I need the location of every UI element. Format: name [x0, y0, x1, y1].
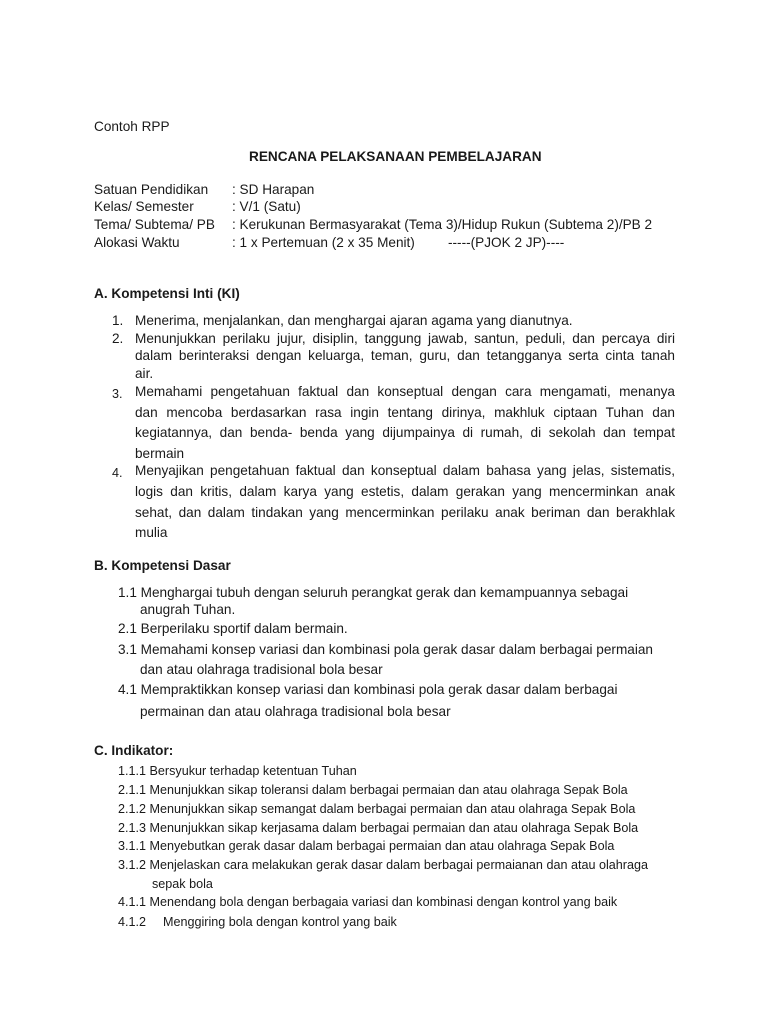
list-item-text: sehat, dan dalam tindakan yang mencerminkan perilaku anak beriman dan berakhlak: [135, 505, 675, 520]
identity-value: : 1 x Pertemuan (2 x 35 Menit): [232, 235, 415, 250]
identity-key: Alokasi Waktu: [94, 235, 180, 250]
list-item-text: sepak bola: [152, 877, 213, 891]
list-item-text: mulia: [135, 525, 168, 540]
doc-title: RENCANA PELAKSANAAN PEMBELAJARAN: [249, 149, 542, 164]
list-item-text: bermain: [135, 446, 185, 461]
list-item-text: 3.1 Memahami konsep variasi dan kombinasi pola gerak dasar dalam berbagai permaian: [118, 642, 653, 657]
identity-key: Kelas/ Semester: [94, 199, 194, 214]
list-number: 4.1.2: [118, 915, 147, 929]
list-number: 1.: [112, 313, 124, 328]
list-item-text: dan mencoba berdasarkan rasa ingin tentang dirinya, makhluk ciptaan Tuhan dan: [135, 405, 675, 420]
identity-value: : Kerukunan Bermasyarakat (Tema 3)/Hidup Rukun (Subtema 2)/PB 2: [232, 217, 653, 232]
list-item-text: Menggiring bola dengan kontrol yang baik: [163, 915, 397, 929]
list-item-text: Menyajikan pengetahuan faktual dan konseptual dalam bahasa yang jelas, sistematis,: [135, 463, 675, 478]
list-number: 3.: [112, 387, 123, 401]
section-heading-ki: A. Kompetensi Inti (KI): [94, 286, 240, 301]
list-item-text: 3.1.1 Menyebutkan gerak dasar dalam berbagai permaian dan atau olahraga Sepak Bola: [118, 839, 615, 853]
identity-note: -----(PJOK 2 JP)----: [448, 235, 565, 250]
list-item-text: permainan dan atau olahraga tradisional bola besar: [140, 704, 451, 719]
list-item-text: Menerima, menjalankan, dan menghargai ajaran agama yang dianutnya.: [135, 313, 573, 328]
list-item-text: 3.1.2 Menjelaskan cara melakukan gerak dasar dalam berbagai permaianan dan atau olahraga: [118, 858, 648, 872]
list-item-text: dalam berinteraksi dengan keluarga, teman, guru, dan tetangganya serta cinta tanah: [135, 348, 675, 363]
list-item-text: 4.1 Mempraktikkan konsep variasi dan kombinasi pola gerak dasar dalam berbagai: [118, 682, 618, 697]
list-item-text: 1.1 Menghargai tubuh dengan seluruh perangkat gerak dan kemampuannya sebagai: [118, 585, 629, 600]
list-item-text: 1.1.1 Bersyukur terhadap ketentuan Tuhan: [118, 764, 357, 778]
list-item-text: 2.1.3 Menunjukkan sikap kerjasama dalam berbagai permaian dan atau olahraga Sepak Bola: [118, 821, 639, 835]
section-heading-indikator: C. Indikator:: [94, 743, 174, 758]
section-heading-kd: B. Kompetensi Dasar: [94, 558, 231, 573]
list-item-text: kegiatannya, dan benda- benda yang dijumpainya di rumah, di sekolah dan tempat: [135, 425, 675, 440]
list-item-text: Menunjukkan perilaku jujur, disiplin, tanggung jawab, santun, peduli, dan percaya diri: [135, 331, 675, 346]
list-number: 2.: [112, 331, 124, 346]
list-item-text: anugrah Tuhan.: [140, 602, 236, 617]
list-item-text: air.: [135, 366, 154, 381]
identity-value: : V/1 (Satu): [232, 199, 301, 214]
identity-key: Tema/ Subtema/ PB: [94, 217, 215, 232]
identity-key: Satuan Pendidikan: [94, 182, 209, 197]
list-item-text: Memahami pengetahuan faktual dan konseptual dengan cara mengamati, menanya: [135, 384, 675, 399]
identity-value: : SD Harapan: [232, 182, 315, 197]
list-item-text: 2.1.2 Menunjukkan sikap semangat dalam berbagai permaian dan atau olahraga Sepak Bola: [118, 802, 636, 816]
doc-label: Contoh RPP: [94, 119, 170, 134]
list-item-text: logis dan kritis, dalam karya yang estetis, dalam gerakan yang mencerminkan anak: [135, 484, 675, 499]
list-item-text: 4.1.1 Menendang bola dengan berbagaia variasi dan kombinasi dengan kontrol yang baik: [118, 895, 618, 909]
list-item-text: dan atau olahraga tradisional bola besar: [140, 662, 383, 677]
list-number: 4.: [112, 466, 123, 480]
list-item-text: 2.1 Berperilaku sportif dalam bermain.: [118, 621, 348, 636]
list-item-text: 2.1.1 Menunjukkan sikap toleransi dalam berbagai permaian dan atau olahraga Sepak Bola: [118, 783, 628, 797]
